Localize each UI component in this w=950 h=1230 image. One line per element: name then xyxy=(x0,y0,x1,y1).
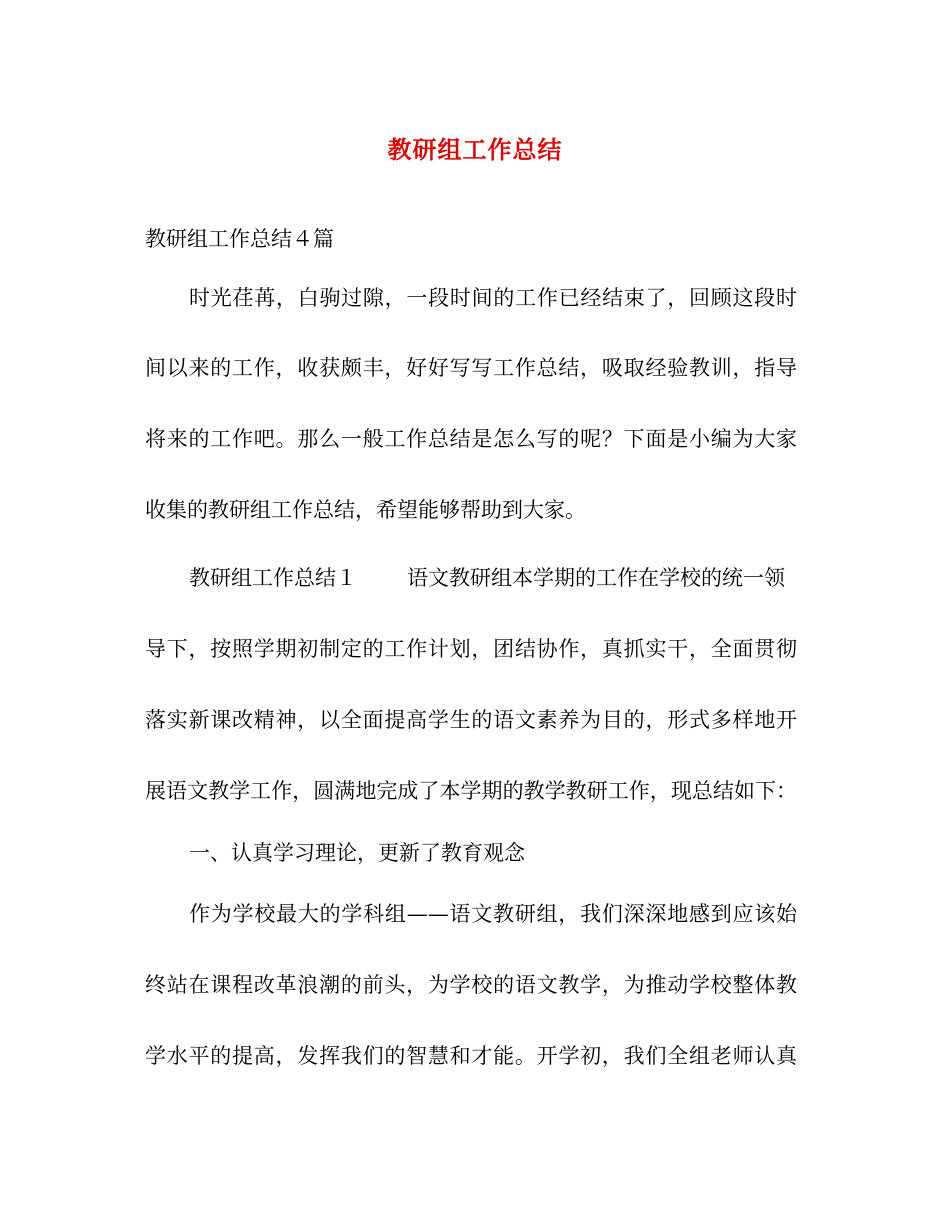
paragraph-line: 作为学校最大的学科组——语文教研组，我们深深地感到应该始 xyxy=(189,902,797,926)
paragraph-line: 学水平的提高，发挥我们的智慧和才能。开学初，我们全组老师认真 xyxy=(145,1044,797,1068)
paragraph-line: 语文教研组本学期的工作在学校的统一领 xyxy=(407,566,785,590)
document-title: 教研组工作总结 xyxy=(387,135,563,164)
paragraph-line: 展语文教学工作，圆满地完成了本学期的教学教研工作，现总结如下： xyxy=(145,779,797,803)
paragraph-line: 间以来的工作，收获颇丰，好好写写工作总结，吸取经验教训，指导 xyxy=(145,356,797,380)
document-subtitle: 教研组工作总结４篇 xyxy=(145,227,334,251)
paragraph-line: 时光荏苒，白驹过隙，一段时间的工作已经结束了，回顾这段时 xyxy=(189,286,797,310)
section-first-line xyxy=(189,564,785,592)
paragraph-line: 收集的教研组工作总结，希望能够帮助到大家。 xyxy=(145,498,586,522)
section-heading: 教研组工作总结１ xyxy=(189,566,357,590)
paragraph-line: 导下，按照学期初制定的工作计划，团结协作，真抓实干，全面贯彻 xyxy=(145,637,797,661)
section-heading-line: 一、认真学习理论，更新了教育观念 xyxy=(189,841,525,865)
paragraph-line: 终站在课程改革浪潮的前头，为学校的语文教学，为推动学校整体教 xyxy=(145,973,797,997)
paragraph-line: 落实新课改精神，以全面提高学生的语文素养为目的，形式多样地开 xyxy=(145,708,797,732)
paragraph-line: 将来的工作吧。那么一般工作总结是怎么写的呢？下面是小编为大家 xyxy=(145,427,797,451)
